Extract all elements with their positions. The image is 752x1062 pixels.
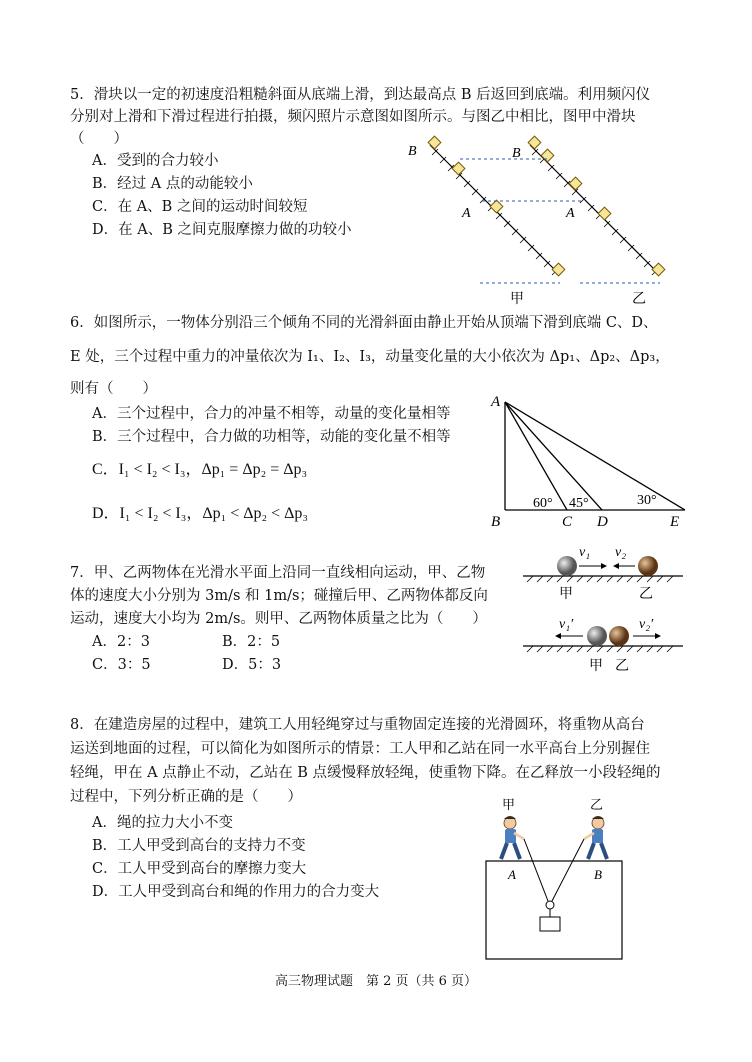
q5-line1: 5．滑块以一定的初速度沿粗糙斜面从底端上滑，到达最高点 B 后返回到底端。利用频闪仪	[70, 87, 651, 103]
q8-figure	[480, 793, 630, 963]
worker-yi-icon	[584, 816, 607, 859]
q6-fig-ang30: 30°	[637, 493, 657, 508]
q5-line2: 分别对上滑和下滑过程进行拍摄，频闪照片示意图如图所示。与图乙中相比，图甲中滑块	[70, 109, 636, 125]
q5-fig-label-a1: A	[462, 206, 471, 221]
q6-fig-ang60: 60°	[533, 496, 553, 511]
q6-option-b: B．三个过程中，合力做的功相等，动能的变化量不相等	[92, 429, 451, 445]
q8-option-b: B．工人甲受到高台的支持力不变	[92, 838, 306, 854]
q7-line2: 体的速度大小分别为 3m/s 和 1m/s；碰撞后甲、乙两物体都反向	[70, 588, 488, 604]
q8-fig-yi: 乙	[590, 797, 604, 812]
q6-fig-b: B	[491, 514, 501, 530]
q6-fig-e: E	[670, 514, 680, 530]
q8-fig-a: A	[508, 867, 516, 882]
q6-line3: 则有（ ）	[70, 381, 157, 397]
q6-line1: 6．如图所示，一物体分别沿三个倾角不同的光滑斜面由静止开始从顶端下滑到底端 C、D、	[70, 315, 658, 331]
q6-figure	[485, 390, 695, 530]
q8-option-c: C．工人甲受到高台的摩擦力变大	[92, 861, 307, 877]
q6-fig-a: A	[491, 394, 501, 410]
q5-figure	[400, 135, 700, 310]
q7-fig-v2p: v₂′	[639, 617, 654, 632]
q7-line3: 运动，速度大小均为 2m/s。则甲、乙两物体质量之比为（ ）	[70, 611, 487, 627]
q7-fig-jia2: 甲	[589, 659, 603, 674]
q8-fig-b: B	[594, 867, 602, 882]
q6-option-c: C．I₁ < I₂ < I₃，Δp₁ = Δp₂ = Δp₃	[92, 461, 308, 478]
q5-option-c: C．在 A、B 之间的运动时间较短	[92, 199, 308, 215]
q5-fig-label-yi: 乙	[632, 292, 646, 307]
q5-fig-label-b1: B	[408, 144, 417, 159]
q7-fig-yi1: 乙	[639, 587, 653, 602]
q6-line2: E 处，三个过程中重力的冲量依次为 I₁、I₂、I₃，动量变化量的大小依次为 Δp₁、Δp₂、Δp₃，	[70, 349, 670, 365]
q8-line2: 运送到地面的过程，可以简化为如图所示的情景：工人甲和乙站在同一水平高台上分别握住	[70, 741, 650, 757]
q5-option-a: A．受到的合力较小	[92, 153, 219, 169]
q6-fig-ang45: 45°	[569, 496, 589, 511]
q6-fig-d: D	[597, 514, 608, 530]
q8-line3: 轻绳，甲在 A 点静止不动，乙站在 B 点缓慢释放轻绳，使重物下降。在乙释放一小段轻绳的	[70, 765, 661, 781]
q7-option-c: C．3：5	[92, 657, 151, 673]
q7-fig-v1p: v₁′	[559, 617, 574, 632]
q5-fig-label-b2: B	[512, 146, 521, 161]
q6-option-d: D．I₁ < I₂ < I₃，Δp₁ < Δp₂ < Δp₃	[92, 505, 308, 522]
q7-fig-jia1: 甲	[559, 587, 573, 602]
q5-paren: （ ）	[70, 131, 128, 147]
q7-option-b: B．2：5	[222, 634, 281, 650]
q6-fig-c: C	[562, 514, 573, 530]
q7-fig-yi2: 乙	[615, 659, 629, 674]
q5-option-b: B．经过 A 点的动能较小	[92, 176, 253, 192]
q6-option-a: A．三个过程中，合力的冲量不相等，动量的变化量相等	[92, 406, 451, 422]
q8-option-d: D．工人甲受到高台和绳的作用力的合力变大	[92, 884, 380, 900]
q8-option-a: A．绳的拉力大小不变	[92, 815, 233, 831]
q7-fig-v2: v₂	[615, 545, 627, 560]
q8-line4: 过程中，下列分析正确的是（ ）	[70, 789, 302, 805]
q5-fig-label-jia: 甲	[510, 292, 524, 307]
q7-fig-v1: v₁	[579, 545, 591, 560]
worker-jia-icon	[501, 816, 524, 859]
q8-fig-jia: 甲	[502, 797, 516, 812]
q7-option-d: D．5：3	[222, 657, 282, 673]
q7-figure	[515, 538, 690, 678]
q5-fig-label-a2: A	[566, 206, 575, 221]
q8-line1: 8．在建造房屋的过程中，建筑工人用轻绳穿过与重物固定连接的光滑圆环，将重物从高台	[70, 717, 645, 733]
q7-line1: 7．甲、乙两物体在光滑水平面上沿同一直线相向运动，甲、乙物	[70, 565, 486, 581]
q5-option-d: D．在 A、B 之间克服摩擦力做的功较小	[92, 222, 352, 238]
q7-option-a: A．2：3	[92, 634, 150, 650]
page-footer: 高三物理试题 第 2 页（共 6 页）	[274, 974, 478, 989]
